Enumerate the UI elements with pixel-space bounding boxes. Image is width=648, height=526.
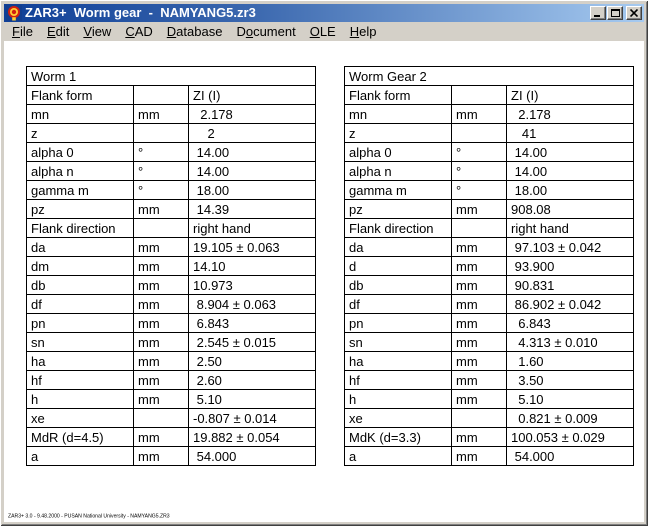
window-title: ZAR3+ Worm gear - NAMYANG5.zr3 <box>25 5 256 20</box>
row-label: Flank direction <box>27 219 134 238</box>
row-value: 18.00 <box>189 181 316 200</box>
row-value: 19.882 ± 0.054 <box>189 428 316 447</box>
row-value: 41 <box>507 124 634 143</box>
row-unit: mm <box>452 352 507 371</box>
row-unit: mm <box>452 428 507 447</box>
row-unit <box>134 124 189 143</box>
row-label: d <box>345 257 452 276</box>
table-row <box>27 257 316 276</box>
printout-footer: ZAR3+ 3.0 - 9.48.2000 - PUSAN National University - NAMYANG5.ZR3 <box>8 513 170 519</box>
table-title: Worm 1 <box>27 67 316 86</box>
row-label: h <box>27 390 134 409</box>
row-label: Flank form <box>27 86 134 105</box>
row-value: 14.00 <box>507 143 634 162</box>
table-row <box>345 257 634 276</box>
menu-item-file[interactable]: File <box>12 24 33 39</box>
row-label: dm <box>27 257 134 276</box>
row-value: 14.39 <box>189 200 316 219</box>
row-label: Flank direction <box>345 219 452 238</box>
table-row <box>27 314 316 333</box>
menu-item-cad[interactable]: CAD <box>125 24 153 39</box>
table-row <box>345 428 634 447</box>
row-label: alpha n <box>345 162 452 181</box>
row-label: hf <box>345 371 452 390</box>
row-unit: mm <box>134 295 189 314</box>
row-value: 2 <box>189 124 316 143</box>
menu-item-view[interactable]: View <box>83 24 112 39</box>
row-label: Flank form <box>345 86 452 105</box>
row-value: 14.00 <box>189 143 316 162</box>
row-label: hf <box>27 371 134 390</box>
row-value: 18.00 <box>507 181 634 200</box>
table-row <box>345 333 634 352</box>
document-view <box>4 41 644 522</box>
table-row <box>27 428 316 447</box>
row-value: 6.843 <box>189 314 316 333</box>
row-unit: ° <box>134 181 189 200</box>
row-label: df <box>27 295 134 314</box>
row-label: pn <box>345 314 452 333</box>
row-unit: mm <box>452 390 507 409</box>
row-label: gamma m <box>27 181 134 200</box>
row-value: 2.50 <box>189 352 316 371</box>
row-value: 2.60 <box>189 371 316 390</box>
row-value: ZI (I) <box>189 86 316 105</box>
table-row <box>27 352 316 371</box>
row-unit: mm <box>134 257 189 276</box>
row-label: ha <box>345 352 452 371</box>
table-row <box>345 143 634 162</box>
maximize-button[interactable] <box>607 6 623 20</box>
table-row <box>27 181 316 200</box>
table-title-row <box>345 67 634 86</box>
table-row <box>345 447 634 466</box>
table-row <box>345 409 634 428</box>
table-row <box>27 200 316 219</box>
row-label: alpha 0 <box>27 143 134 162</box>
table-row <box>345 181 634 200</box>
row-value: ZI (I) <box>507 86 634 105</box>
row-value: 93.900 <box>507 257 634 276</box>
row-label: h <box>345 390 452 409</box>
row-value: 54.000 <box>507 447 634 466</box>
table-title-row <box>27 67 316 86</box>
row-unit: ° <box>452 181 507 200</box>
row-unit: mm <box>134 447 189 466</box>
menu-bar <box>4 22 644 41</box>
row-unit <box>452 219 507 238</box>
row-label: ha <box>27 352 134 371</box>
table-row <box>345 295 634 314</box>
close-icon <box>630 9 638 17</box>
window-frame <box>4 4 644 522</box>
table-row <box>27 124 316 143</box>
row-value: 14.10 <box>189 257 316 276</box>
row-label: db <box>345 276 452 295</box>
row-label: gamma m <box>345 181 452 200</box>
app-logo-icon[interactable] <box>6 5 22 21</box>
row-value: -0.807 ± 0.014 <box>189 409 316 428</box>
row-unit: mm <box>452 447 507 466</box>
row-unit: ° <box>452 162 507 181</box>
row-unit: mm <box>134 390 189 409</box>
row-value: 3.50 <box>507 371 634 390</box>
table-row <box>345 124 634 143</box>
table-row <box>345 276 634 295</box>
row-unit: mm <box>134 333 189 352</box>
row-unit: mm <box>134 314 189 333</box>
row-label: xe <box>345 409 452 428</box>
row-unit: mm <box>452 371 507 390</box>
row-value: 2.545 ± 0.015 <box>189 333 316 352</box>
row-label: da <box>345 238 452 257</box>
row-label: df <box>345 295 452 314</box>
table-row <box>345 238 634 257</box>
row-unit: mm <box>452 276 507 295</box>
row-label: da <box>27 238 134 257</box>
row-label: z <box>27 124 134 143</box>
table-row <box>345 390 634 409</box>
row-value: 2.178 <box>507 105 634 124</box>
row-value: 908.08 <box>507 200 634 219</box>
row-value: 1.60 <box>507 352 634 371</box>
row-unit: mm <box>134 352 189 371</box>
row-unit <box>134 219 189 238</box>
table-row <box>345 86 634 105</box>
row-unit: mm <box>452 257 507 276</box>
table-row <box>27 371 316 390</box>
row-label: xe <box>27 409 134 428</box>
row-label: mn <box>345 105 452 124</box>
table-row <box>27 219 316 238</box>
row-value: 0.821 ± 0.009 <box>507 409 634 428</box>
menu-item-document[interactable]: Document <box>236 24 296 39</box>
close-button[interactable] <box>626 6 642 20</box>
row-label: sn <box>27 333 134 352</box>
row-label: mn <box>27 105 134 124</box>
row-label: pz <box>27 200 134 219</box>
row-value: 90.831 <box>507 276 634 295</box>
row-label: alpha n <box>27 162 134 181</box>
row-value: 14.00 <box>507 162 634 181</box>
table-row <box>27 162 316 181</box>
row-label: a <box>27 447 134 466</box>
gear-table <box>26 66 316 466</box>
row-unit: mm <box>452 200 507 219</box>
row-value: 6.843 <box>507 314 634 333</box>
row-unit: mm <box>452 314 507 333</box>
table-row <box>27 390 316 409</box>
row-value: 8.904 ± 0.063 <box>189 295 316 314</box>
row-unit: ° <box>134 143 189 162</box>
row-value: 97.103 ± 0.042 <box>507 238 634 257</box>
row-value: 5.10 <box>507 390 634 409</box>
row-value: 86.902 ± 0.042 <box>507 295 634 314</box>
row-value: 10.973 <box>189 276 316 295</box>
table-row <box>27 105 316 124</box>
row-unit: mm <box>134 371 189 390</box>
row-label: z <box>345 124 452 143</box>
table-row <box>27 143 316 162</box>
row-label: sn <box>345 333 452 352</box>
row-label: a <box>345 447 452 466</box>
menu-item-help[interactable]: Help <box>349 24 377 39</box>
row-value: right hand <box>507 219 634 238</box>
row-unit: mm <box>452 333 507 352</box>
row-unit <box>452 124 507 143</box>
row-unit: mm <box>452 295 507 314</box>
table-row <box>345 371 634 390</box>
row-unit: mm <box>134 105 189 124</box>
row-value: 19.105 ± 0.063 <box>189 238 316 257</box>
minimize-button[interactable] <box>590 6 606 20</box>
row-label: pn <box>27 314 134 333</box>
table-row <box>27 295 316 314</box>
table-title: Worm Gear 2 <box>345 67 634 86</box>
table-row <box>345 200 634 219</box>
row-unit: mm <box>452 238 507 257</box>
gear-table <box>344 66 634 466</box>
row-unit <box>452 409 507 428</box>
table-row <box>345 314 634 333</box>
table-row <box>27 238 316 257</box>
row-unit: ° <box>134 162 189 181</box>
row-value: 4.313 ± 0.010 <box>507 333 634 352</box>
row-unit: mm <box>134 200 189 219</box>
menu-item-ole[interactable]: OLE <box>309 24 336 39</box>
row-unit: mm <box>134 428 189 447</box>
table-row <box>27 86 316 105</box>
menu-item-edit[interactable]: Edit <box>46 24 70 39</box>
row-unit: ° <box>452 143 507 162</box>
table-row <box>27 447 316 466</box>
table-row <box>27 276 316 295</box>
row-value: right hand <box>189 219 316 238</box>
table-row <box>345 105 634 124</box>
row-label: alpha 0 <box>345 143 452 162</box>
table-row <box>345 162 634 181</box>
table-row <box>27 409 316 428</box>
row-unit <box>452 86 507 105</box>
row-unit: mm <box>134 276 189 295</box>
row-label: MdK (d=3.3) <box>345 428 452 447</box>
minimize-icon <box>594 10 602 17</box>
row-unit <box>134 409 189 428</box>
title-bar[interactable] <box>4 4 644 22</box>
row-label: db <box>27 276 134 295</box>
row-label: MdR (d=4.5) <box>27 428 134 447</box>
row-label: pz <box>345 200 452 219</box>
row-value: 100.053 ± 0.029 <box>507 428 634 447</box>
row-value: 14.00 <box>189 162 316 181</box>
row-value: 5.10 <box>189 390 316 409</box>
row-value: 2.178 <box>189 105 316 124</box>
table-row <box>345 352 634 371</box>
menu-item-database[interactable]: Database <box>166 24 223 39</box>
row-value: 54.000 <box>189 447 316 466</box>
row-unit: mm <box>134 238 189 257</box>
table-row <box>27 333 316 352</box>
row-unit <box>134 86 189 105</box>
table-row <box>345 219 634 238</box>
maximize-icon <box>611 9 620 17</box>
row-unit: mm <box>452 105 507 124</box>
